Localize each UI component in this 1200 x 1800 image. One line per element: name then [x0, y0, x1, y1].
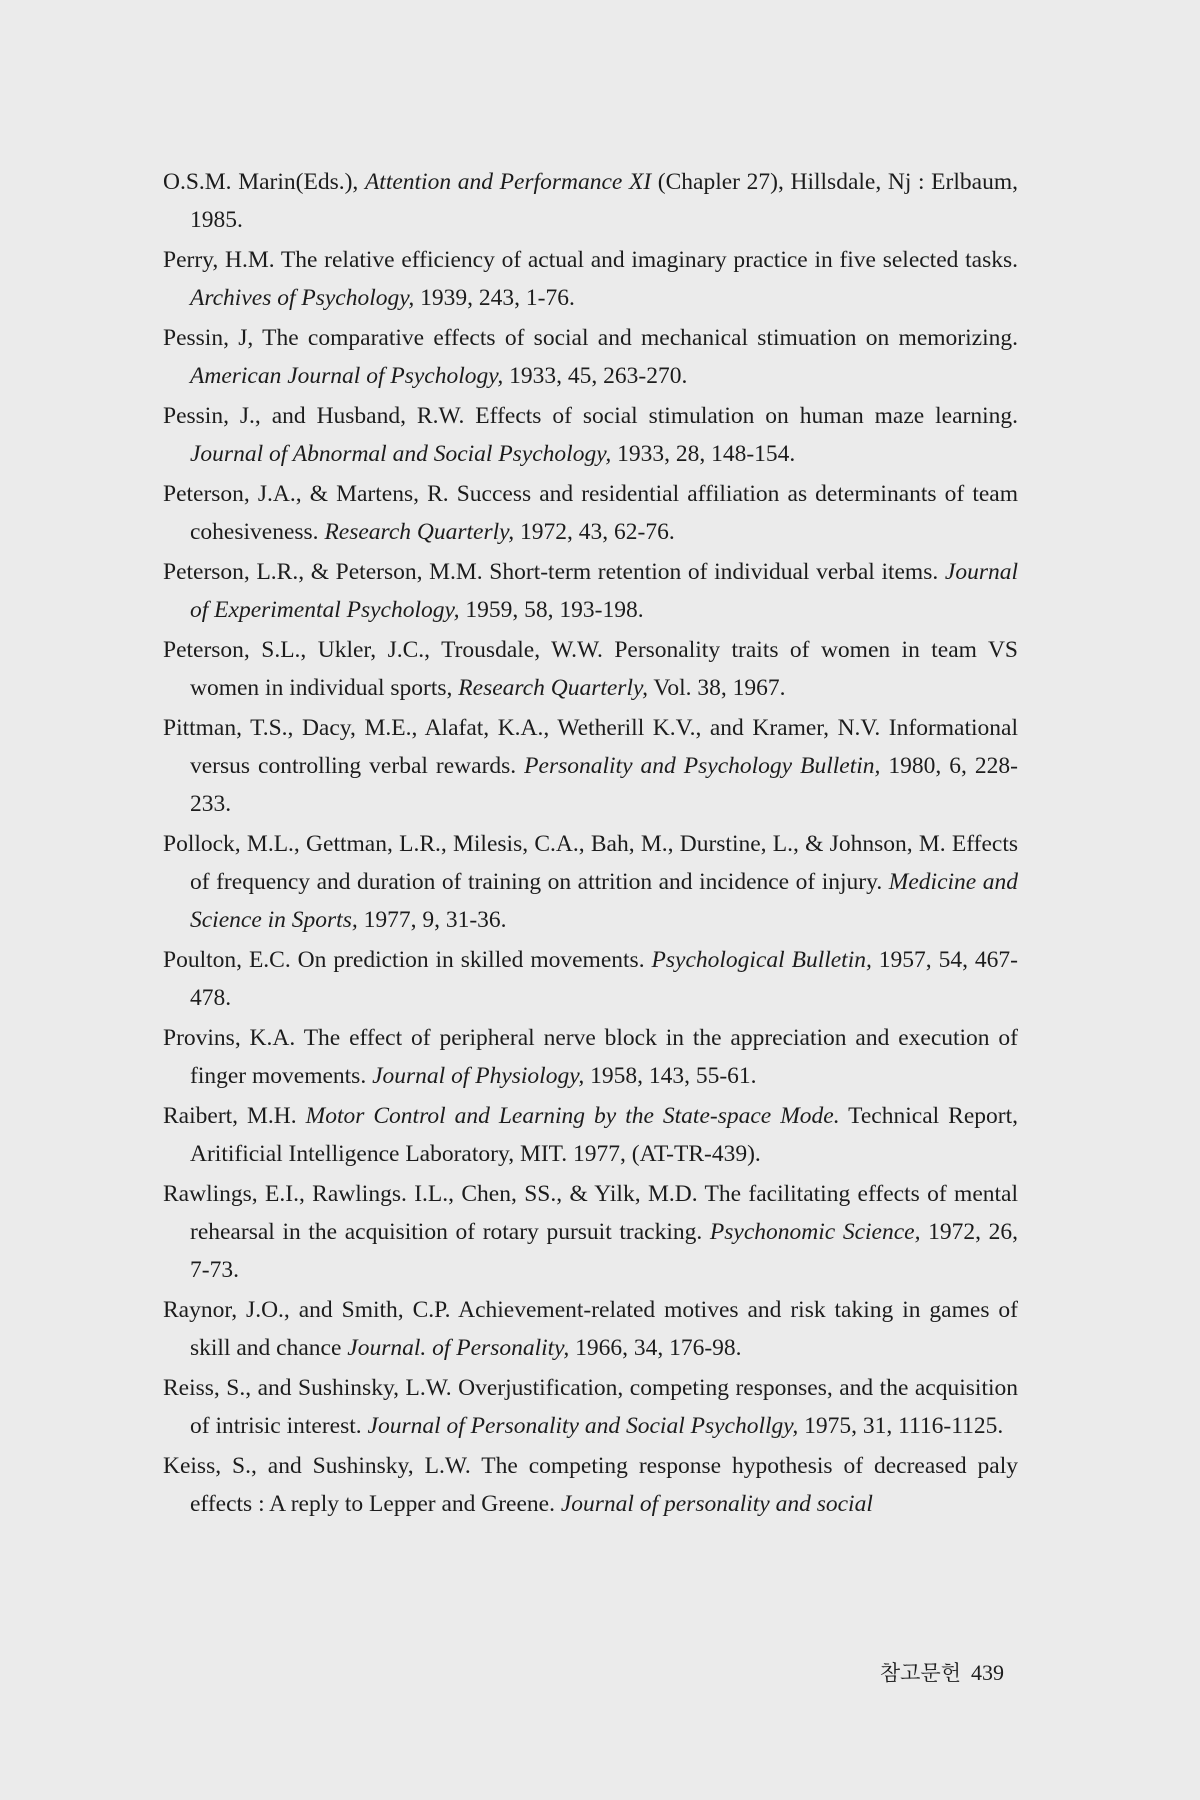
- reference-list: [163, 163, 1018, 1525]
- reference-entry: Keiss, S., and Sushinsky, L.W. The competing response hypothesis of decreased paly effects : A reply to Lepper and Greene. Journal of personality and social: [163, 1453, 1018, 1517]
- reference-entry: Raibert, M.H. Motor Control and Learning by the State-space Mode. Technical Report, Aritificial Intelligence Laboratory, MIT. 1977, (AT-TR-439).: [163, 1103, 1018, 1167]
- reference-entry: Reiss, S., and Sushinsky, L.W. Overjustification, competing responses, and the acquisition of intrisic interest. Journal of Personality and Social Psychollgy, 1975, 31, 1116-1125.: [163, 1375, 1018, 1439]
- reference-entry: Raynor, J.O., and Smith, C.P. Achievement-related motives and risk taking in games of skill and chance Journal. of Personality, 1966, 34, 176-98.: [163, 1297, 1018, 1361]
- page-footer: [880, 1657, 1004, 1687]
- reference-entry: Rawlings, E.I., Rawlings. I.L., Chen, SS., & Yilk, M.D. The facilitating effects of mental rehearsal in the acquisition of rotary pursuit tracking. Psychonomic Science, 1972, 26, 7-73.: [163, 1181, 1019, 1283]
- reference-entry: Pittman, T.S., Dacy, M.E., Alafat, K.A., Wetherill K.V., and Kramer, N.V. Informational versus controlling verbal rewards. Personality and Psychology Bulletin, 1980, 6, 228-233.: [163, 715, 1018, 817]
- reference-entry: Provins, K.A. The effect of peripheral nerve block in the appreciation and execution of finger movements. Journal of Physiology, 1958, 143, 55-61.: [163, 1025, 1018, 1089]
- reference-entry: Perry, H.M. The relative efficiency of actual and imaginary practice in five selected tasks. Archives of Psychology, 1939, 243, 1-76.: [163, 247, 1018, 311]
- reference-entry: O.S.M. Marin(Eds.), Attention and Performance XI (Chapler 27), Hillsdale, Nj : Erlbaum, 1985.: [163, 169, 1018, 233]
- reference-entry: Peterson, S.L., Ukler, J.C., Trousdale, W.W. Personality traits of women in team VS women in individual sports, Research Quarterly, Vol. 38, 1967.: [163, 637, 1018, 701]
- reference-entry: Pessin, J., and Husband, R.W. Effects of social stimulation on human maze learning. Journal of Abnormal and Social Psychology, 1933, 28, 148-154.: [163, 403, 1018, 467]
- reference-entry: Peterson, L.R., & Peterson, M.M. Short-term retention of individual verbal items. Journal of Experimental Psychology, 1959, 58, 193-198.: [163, 559, 1018, 623]
- reference-entry: Poulton, E.C. On prediction in skilled movements. Psychological Bulletin, 1957, 54, 467-478.: [163, 947, 1019, 1011]
- reference-entry: Peterson, J.A., & Martens, R. Success and residential affiliation as determinants of team cohesiveness. Research Quarterly, 1972, 43, 62-76.: [163, 481, 1018, 545]
- reference-entry: Pessin, J, The comparative effects of social and mechanical stimuation on memorizing. American Journal of Psychology, 1933, 45, 263-270.: [163, 325, 1018, 389]
- section-label: 참고문헌: [879, 1661, 961, 1685]
- page-number: 439: [971, 1660, 1004, 1685]
- reference-entry: Pollock, M.L., Gettman, L.R., Milesis, C.A., Bah, M., Durstine, L., & Johnson, M. Effects of frequency and duration of training on attrition and incidence of injury. Medicine and Science in Sports, 1977, 9, 31-36.: [163, 831, 1018, 933]
